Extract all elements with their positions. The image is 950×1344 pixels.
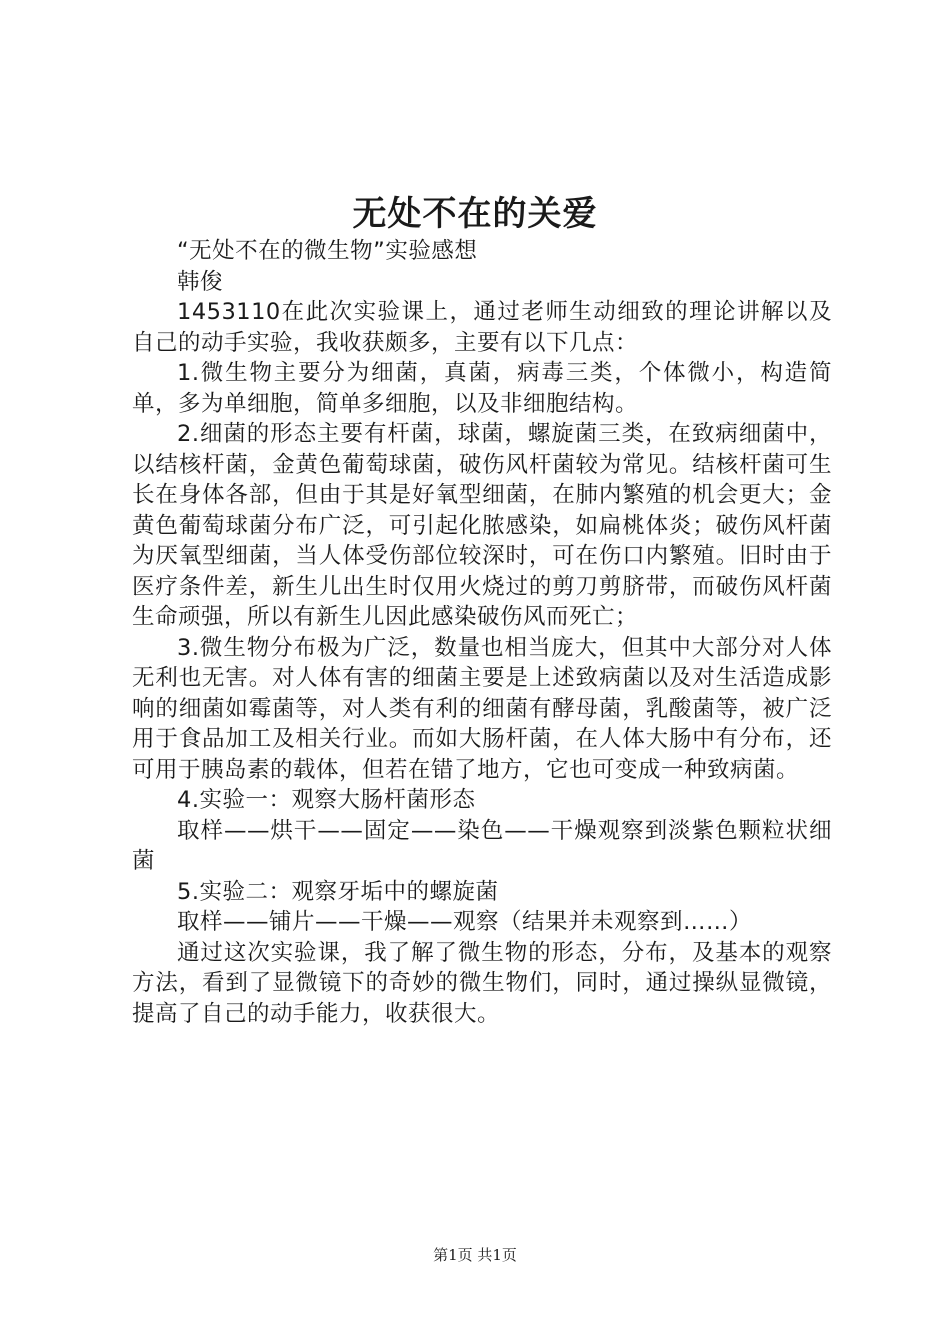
paragraph-point-3: 3.微生物分布极为广泛，数量也相当庞大，但其中大部分对人体无利也无害。对人体有害的细菌主要是上述致病菌以及对生活造成影响的细菌如霉菌等，对人类有利的细菌有酵母菌，乳酸菌等，被广泛用于食品加工及相关行业。而如大肠杆菌，在人体大肠中有分布，还可用于胰岛素的载体，但若在错了地方，它也可变成一种致病菌。 xyxy=(132,634,832,783)
paragraph-intro: 1453110在此次实验课上，通过老师生动细致的理论讲解以及自己的动手实验，我收获颇多，主要有以下几点： xyxy=(132,299,832,356)
document-body xyxy=(132,236,832,1029)
paragraph-point-1: 1.微生物主要分为细菌，真菌，病毒三类，个体微小，构造简单，多为单细胞，简单多细胞，以及非细胞结构。 xyxy=(132,360,832,417)
paragraph-experiment-2-steps: 取样——铺片——干燥——观察（结果并未观察到……） xyxy=(177,909,753,935)
paragraph-conclusion: 通过这次实验课，我了解了微生物的形态，分布，及基本的观察方法，看到了显微镜下的奇妙的微生物们，同时，通过操纵显微镜，提高了自己的动手能力，收获很大。 xyxy=(132,939,832,1027)
paragraph-author: 韩俊 xyxy=(177,268,224,295)
document-title: 无处不在的关爱 xyxy=(352,194,598,234)
paragraph-experiment-1-steps: 取样——烘干——固定——染色——干燥观察到淡紫色颗粒状细菌 xyxy=(132,817,832,874)
paragraph-subtitle: “无处不在的微生物”实验感想 xyxy=(177,238,478,264)
paragraph-point-2: 2.细菌的形态主要有杆菌，球菌，螺旋菌三类，在致病细菌中，以结核杆菌，金黄色葡萄球菌，破伤风杆菌较为常见。结核杆菌可生长在身体各部，但由于其是好氧型细菌，在肺内繁殖的机会更大；金黄色葡萄球菌分布广泛，可引起化脓感染，如扁桃体炎；破伤风杆菌为厌氧型细菌，当人体受伤部位较深时，可在伤口内繁殖。旧时由于医疗条件差，新生儿出生时仅用火烧过的剪刀剪脐带，而破伤风杆菌生命顽强，所以有新生儿因此感染破伤风而死亡； xyxy=(132,421,832,630)
paragraph-experiment-2: 5.实验二：观察牙垢中的螺旋菌 xyxy=(177,878,499,905)
paragraph-experiment-1: 4.实验一：观察大肠杆菌形态 xyxy=(177,787,476,813)
page-footer: 第1页 共1页 xyxy=(433,1246,517,1264)
